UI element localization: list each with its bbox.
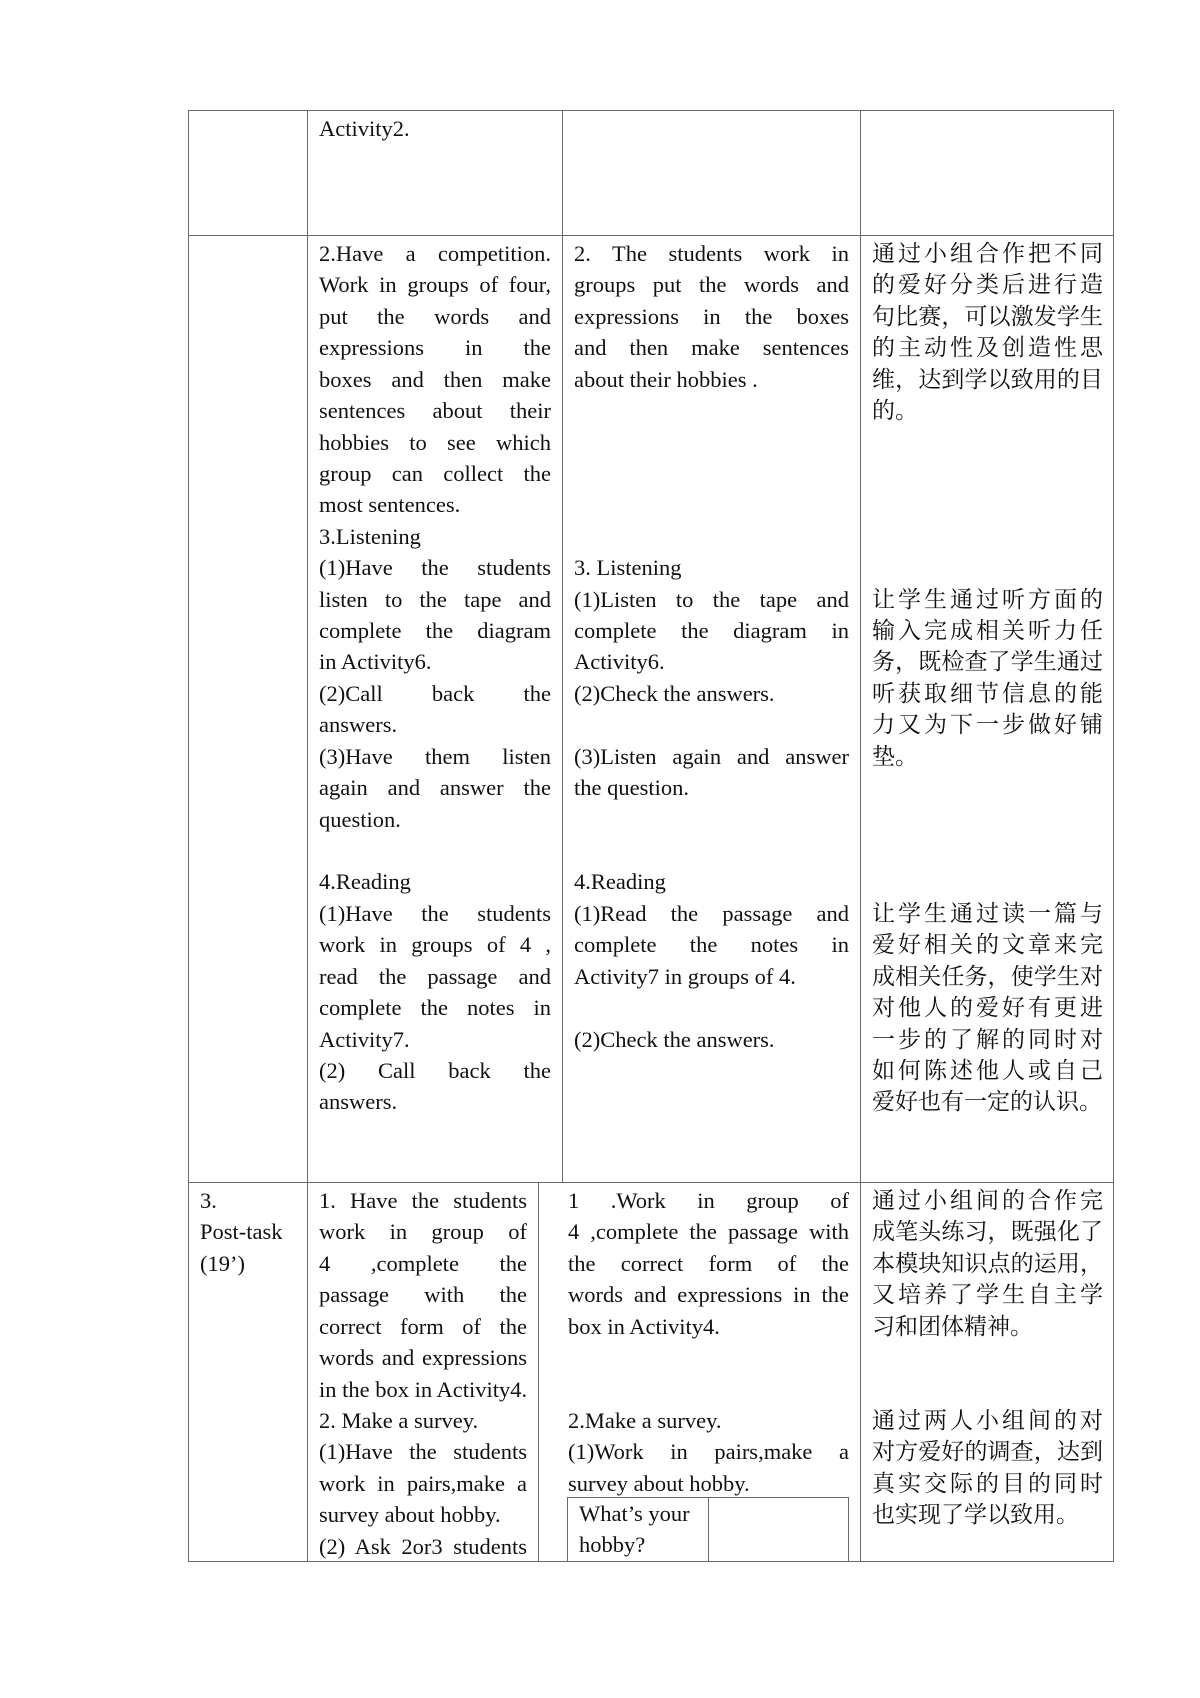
text-line [872, 866, 1103, 897]
survey-question-cell [568, 1498, 709, 1562]
text-line: (1)Have the students [319, 555, 551, 581]
text-line [574, 427, 849, 458]
text-line: 爱好相关的文章来完 [872, 932, 1103, 958]
text-line [872, 552, 1103, 583]
text-line: put the words and [319, 303, 551, 329]
text-line: most sentences. [319, 492, 461, 518]
text-line: (1)Work in pairs,make a [568, 1439, 849, 1465]
text-line [872, 521, 1103, 552]
text-line: 习和团体精神。 [872, 1313, 1033, 1339]
text-line [872, 489, 1103, 520]
text-line: (2)Check the answers. [574, 680, 775, 706]
text-line: 的。 [872, 398, 918, 424]
text-line: 2.Have a competition. [319, 241, 551, 266]
text-line [872, 804, 1103, 835]
text-line: (1)Read the passage and [574, 900, 849, 926]
text-line: (2)Check the answers. [574, 1026, 775, 1052]
text-line [872, 427, 1103, 458]
text-line: 句比赛，可以激发学生 [872, 303, 1103, 329]
text-line: Work in groups of four, [319, 272, 551, 298]
text-line: 2.Make a survey. [568, 1407, 722, 1433]
text-line: 真实交际的目的同时 [872, 1470, 1103, 1496]
row2-teacher-activity-cell [307, 235, 563, 1183]
text-line: (1)Have the students [319, 900, 551, 926]
text-line: 维，达到学以致用的目 [872, 366, 1103, 392]
text-line: 4.Reading [319, 869, 411, 895]
text-line [574, 489, 849, 520]
text-line: 通过小组间的合作完 [872, 1188, 1103, 1213]
text-line [574, 395, 849, 426]
text-line: and then make sentences [574, 335, 849, 361]
row3-purpose-cell [860, 1182, 1114, 1562]
text-line: Activity7. [319, 1026, 410, 1052]
text-line [568, 1342, 849, 1373]
text-line: the correct form of the [568, 1250, 849, 1276]
text-line: box in Activity4. [568, 1313, 720, 1339]
text-line: (3)Listen again and answer [574, 743, 849, 769]
text-line: 3. Listening [574, 555, 682, 581]
text-line: Activity2. [319, 116, 410, 141]
text-line: passage with the [319, 1282, 527, 1308]
row3-stage-cell [188, 1182, 308, 1562]
text-line: expressions in the [319, 335, 551, 361]
text-line: 务，既检查了学生通过 [872, 649, 1103, 675]
text-line: survey about hobby. [319, 1502, 501, 1528]
text-line: 成相关任务，使学生对 [872, 963, 1103, 989]
row1-student-activity-cell [562, 110, 861, 236]
text-line: 本模块知识点的运用， [872, 1250, 1103, 1276]
text-line: listen to the tape and [319, 586, 551, 612]
text-line [319, 835, 551, 866]
text-line: (2)Call back the [319, 680, 551, 706]
text-line: 通过小组合作把不同 [872, 241, 1103, 266]
text-line [574, 992, 849, 1023]
text-line: 对他人的爱好有更进 [872, 995, 1103, 1021]
text-line: groups put the words and [574, 272, 849, 298]
row2-stage-cell [188, 235, 308, 1183]
text-line: 输入完成相关听力任 [872, 618, 1103, 644]
text-line: work in groups of 4 , [319, 932, 551, 958]
text-line: (1)Listen to the tape and [574, 586, 849, 612]
row2-purpose-cell [860, 235, 1114, 1183]
text-line: 垫。 [872, 743, 918, 769]
text-line [872, 458, 1103, 489]
text-line: Activity6. [574, 649, 665, 675]
text-line: complete the diagram in [574, 618, 849, 644]
row1-teacher-activity-cell [307, 110, 563, 236]
text-line: 也实现了学以致用。 [872, 1502, 1079, 1528]
survey-table [567, 1497, 849, 1562]
text-line: work in pairs,make a [319, 1470, 527, 1496]
text-line: Post-task [200, 1219, 283, 1245]
survey-question-line: What’s your [579, 1501, 690, 1526]
text-line: 4 ,complete the passage with [568, 1219, 849, 1245]
text-line [872, 772, 1103, 803]
row3-teacher-activity-cell [307, 1182, 539, 1562]
text-line: words and expressions [319, 1345, 527, 1371]
text-line: 爱好也有一定的认识。 [872, 1089, 1102, 1115]
text-line: 1. Have the students [319, 1188, 527, 1213]
text-line: (3)Have them listen [319, 743, 551, 769]
text-line: 如何陈述他人或自己 [872, 1057, 1103, 1083]
text-line: 2. Make a survey. [319, 1407, 479, 1433]
row1-stage-cell [188, 110, 308, 236]
text-line [568, 1374, 849, 1405]
text-line: work in group of [319, 1219, 527, 1245]
text-line: 力又为下一步做好铺 [872, 712, 1103, 738]
text-line: (1)Have the students [319, 1439, 527, 1465]
text-line: 通过两人小组间的对 [872, 1407, 1103, 1433]
text-line: (2) Call back the [319, 1057, 551, 1083]
text-line: in Activity6. [319, 649, 432, 675]
text-line: group can collect the [319, 460, 551, 486]
text-line: 一步的了解的同时对 [872, 1026, 1103, 1052]
text-line [574, 835, 849, 866]
text-line: 4 ,complete the [319, 1250, 527, 1276]
text-line: 对方爱好的调查，达到 [872, 1439, 1103, 1465]
text-line: (19’) [200, 1250, 245, 1276]
text-line: 听获取细节信息的能 [872, 680, 1103, 706]
text-line [574, 458, 849, 489]
text-line: hobbies to see which [319, 429, 551, 455]
text-line: expressions in the boxes [574, 303, 849, 329]
text-line: in the box in Activity4. [319, 1376, 528, 1402]
row1-purpose-cell [860, 110, 1114, 236]
text-line: about their hobbies . [574, 366, 758, 392]
text-line: question. [319, 806, 401, 832]
text-line: 3.Listening [319, 523, 421, 549]
text-line [872, 835, 1103, 866]
text-line: answers. [319, 1089, 398, 1115]
text-line: complete the diagram [319, 618, 551, 644]
text-line: 1 .Work in group of [568, 1188, 849, 1213]
text-line: boxes and then make [319, 366, 551, 392]
text-line [872, 1374, 1103, 1405]
text-line: words and expressions in the [568, 1282, 849, 1308]
text-line [574, 804, 849, 835]
text-line: survey about hobby. [568, 1470, 750, 1496]
text-line: complete the notes in [319, 995, 551, 1021]
text-line: complete the notes in [574, 932, 849, 958]
text-line [872, 1342, 1103, 1373]
text-line: the question. [574, 775, 689, 801]
text-line: 成笔头练习，既强化了 [872, 1219, 1103, 1245]
text-line: 3. [200, 1188, 217, 1213]
text-line: 2. The students work in [574, 241, 849, 266]
text-line [574, 521, 849, 552]
text-line: 4.Reading [574, 869, 666, 895]
text-line: sentences about their [319, 398, 551, 424]
text-line: read the passage and [319, 963, 551, 989]
text-line: 的爱好分类后进行造 [872, 272, 1103, 298]
row2-student-activity-cell [562, 235, 861, 1183]
text-line: Activity7 in groups of 4. [574, 963, 796, 989]
text-line [574, 709, 849, 740]
survey-question-line: hobby? [579, 1532, 646, 1558]
text-line: 让学生通过读一篇与 [872, 900, 1103, 926]
text-line: answers. [319, 712, 398, 738]
text-line: 又培养了学生自主学 [872, 1282, 1103, 1308]
text-line: (2) Ask 2or3 students [319, 1533, 527, 1559]
text-line: 让学生通过听方面的 [872, 586, 1103, 612]
text-line: again and answer the [319, 775, 551, 801]
survey-answer-cell [709, 1498, 848, 1562]
text-line: correct form of the [319, 1313, 527, 1339]
text-line: 的主动性及创造性思 [872, 335, 1103, 361]
